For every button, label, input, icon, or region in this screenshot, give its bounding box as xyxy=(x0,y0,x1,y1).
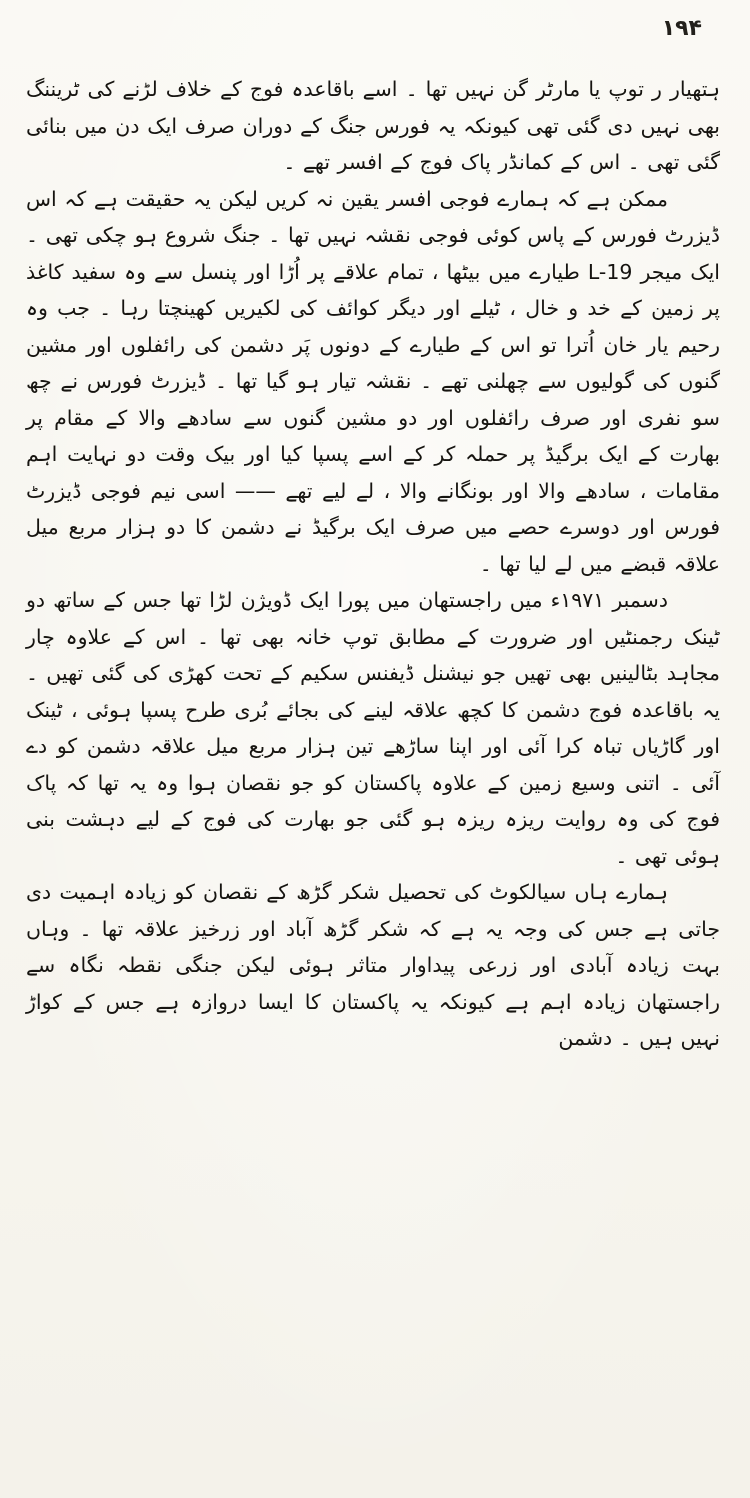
page-number xyxy=(26,12,720,41)
paragraph: دسمبر ۱۹۷۱ء میں راجستھان میں پورا ایک ڈویژن لڑا تھا جس کے ساتھ دو ٹینک رجمنٹیں اور ضرورت کے مطابق توپ خانہ بھی تھا ۔ اس کے علاوہ چار مجاہد بٹالینیں بھی تھیں جو نیشنل ڈیفنس سکیم کے تحت کھڑی کی گئی تھیں ۔ یہ باقاعدہ فوج دشمن کا کچھ علاقہ لینے کی بجائے بُری طرح پسپا ہوئی ، ٹینک اور گاڑیاں تباہ کرا آئی اور اپنا ساڑھے تین ہزار مربع میل علاقہ دشمن کو دے آئی ۔ اتنی وسیع زمین کے علاوہ پاکستان کو جو نقصان ہوا وہ یہ تھا کہ پاک فوج کی وہ روایت ریزہ ریزہ ہو گئی جو بھارت کی فوج کے لیے دہشت بنی ہوئی تھی ۔ xyxy=(26,588,720,868)
paragraph: ممکن ہے کہ ہمارے فوجی افسر یقین نہ کریں لیکن یہ حقیقت ہے کہ اس ڈیزرٹ فورس کے پاس کوئی فوجی نقشہ نہیں تھا ۔ جنگ شروع ہو چکی تھی ۔ ایک میجر L-19 طیارے میں بیٹھا ، تمام علاقے پر اُڑا اور پنسل سے وہ سفید کاغذ پر زمین کے خد و خال ، ٹیلے اور دیگر کوائف کی لکیریں کھینچتا رہا ۔ جب وہ رحیم یار خان اُترا تو اس کے طیارے کے دونوں پَر دشمن کی رائفلوں اور مشین گنوں کی گولیوں سے چھلنی تھے ۔ نقشہ تیار ہو گیا تھا ۔ ڈیزرٹ فورس نے چھ سو نفری اور صرف رائفلوں اور دو مشین گنوں سے سادھے والا کے مقام پر بھارت کے ایک برگیڈ پر حملہ کر کے اسے پسپا کیا اور بیک وقت دو نہایت اہم مقامات ، سادھے والا اور بونگانے والا ، لے لیے تھے —— اسی نیم فوجی ڈیزرٹ فورس اور دوسرے حصے میں صرف ایک برگیڈ نے دشمن کا دو ہزار مربع میل علاقہ قبضے میں لے لیا تھا ۔ xyxy=(26,186,720,576)
paragraph: ہتھیار ر توپ یا مارٹر گن نہیں تھا ۔ اسے باقاعدہ فوج کے خلاف لڑنے کی ٹریننگ بھی نہیں دی گئی تھی کیونکہ یہ فورس جنگ کے دوران صرف ایک دن میں بنائی گئی تھی ۔ اس کے کمانڈر پاک فوج کے افسر تھے ۔ xyxy=(26,77,720,174)
body-text xyxy=(26,71,720,1057)
paragraph: ہمارے ہاں سیالکوٹ کی تحصیل شکر گڑھ کے نقصان کو زیادہ اہمیت دی جاتی ہے جس کی وجہ یہ ہے کہ شکر گڑھ آباد اور زرخیز علاقہ تھا ۔ وہاں بہت زیادہ آبادی اور زرعی پیداوار متاثر ہوئی لیکن جنگی نقطہ نگاہ سے راجستھان زیادہ اہم ہے کیونکہ یہ پاکستان کا ایسا دروازہ ہے جس کے کواڑ نہیں ہیں ۔ دشمن xyxy=(26,880,720,1050)
page-number-value: ۱۹۴ xyxy=(661,16,702,41)
